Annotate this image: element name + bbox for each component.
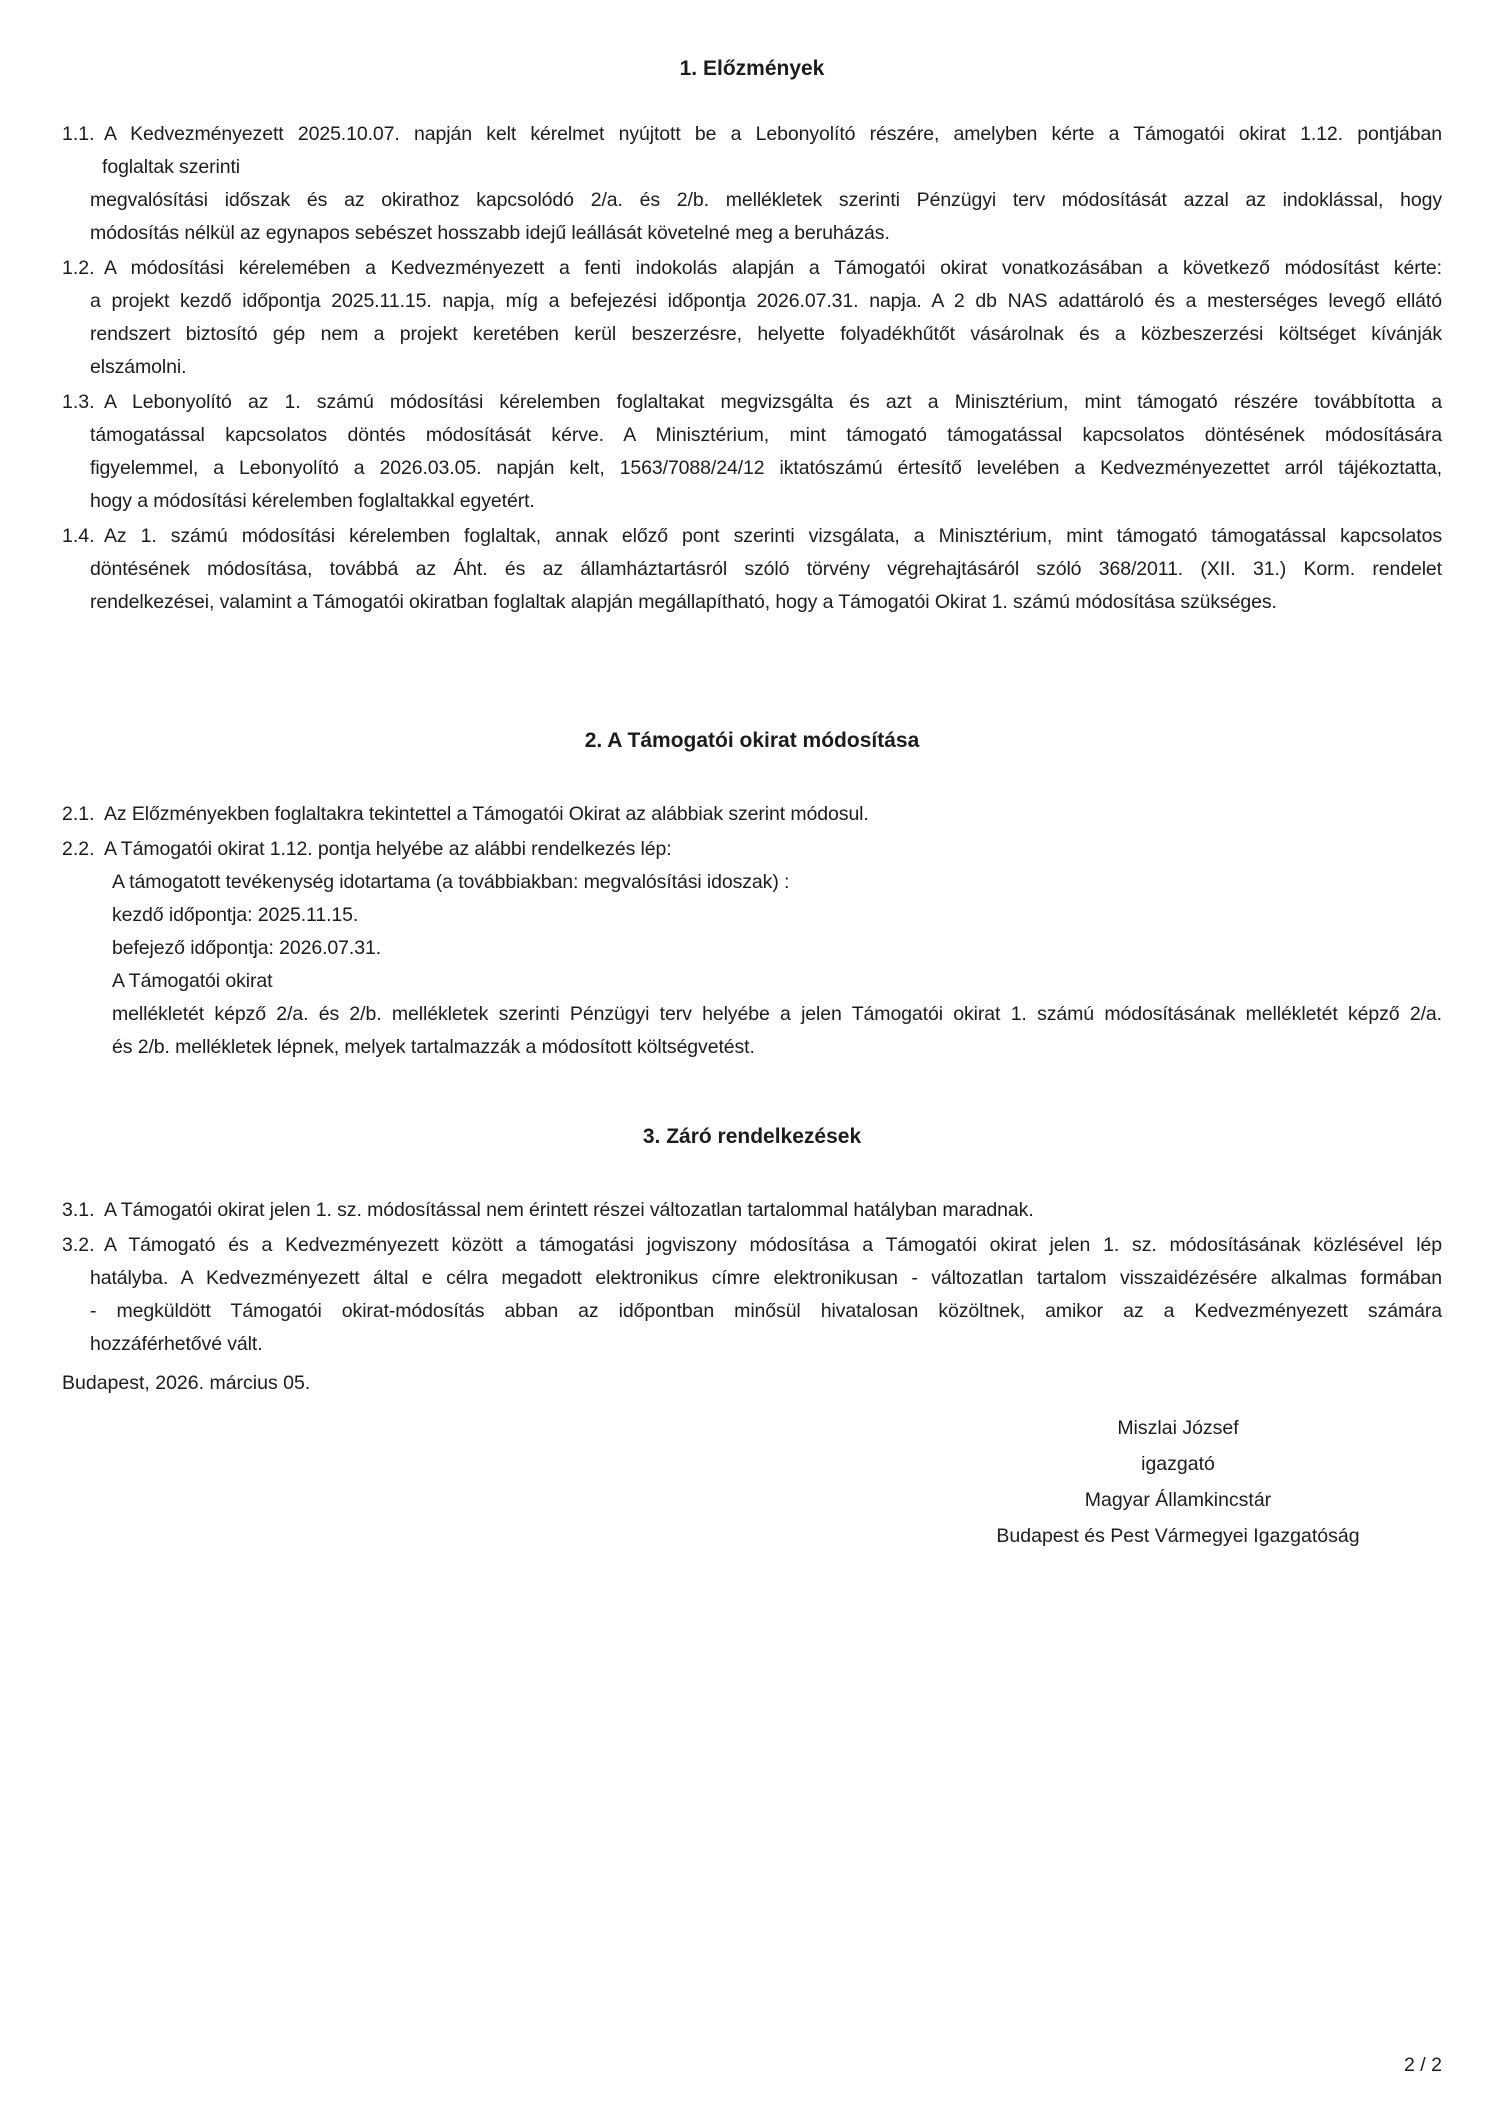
- paragraph-number: 1.3.: [62, 391, 95, 413]
- signature-line: Budapest és Pest Vármegyei Igazgatóság: [996, 1525, 1360, 1547]
- text-line: hozzáférhetővé vált.: [90, 1333, 263, 1355]
- paragraph-number: 3.1.: [62, 1199, 95, 1221]
- paragraph-number: 2.1.: [62, 803, 95, 825]
- section-heading: 3. Záró rendelkezések: [642, 1125, 862, 1148]
- text-line: elszámolni.: [90, 356, 187, 378]
- signature-line: Miszlai József: [1117, 1417, 1239, 1439]
- text-line: A támogatott tevékenység idotartama (a továbbiakban: megvalósítási idoszak) :: [112, 871, 790, 893]
- text-line: figyelemmel, a Lebonyolító a 2026.03.05. napján kelt, 1563/7088/24/12 iktatószámú értesítő levelében a Kedvezményezettet arról tájékoztatta,: [90, 457, 1442, 479]
- section-2: [62, 728, 1442, 1064]
- text-line: támogatással kapcsolatos döntés módosítását kérve. A Minisztérium, mint támogató támogatással kapcsolatos döntésének módosítására: [90, 424, 1442, 446]
- text-line: hatályba. A Kedvezményezett által e célra megadott elektronikus címre elektronikusan - változatlan tartalom visszaidézésére alkalmas formában: [90, 1267, 1442, 1289]
- section-heading: 1. Előzmények: [679, 57, 825, 80]
- section-3: [62, 1124, 1442, 1361]
- document-body: [62, 56, 1442, 1361]
- text-line: A módosítási kérelemében a Kedvezményezett a fenti indokolás alapján a Támogatói okirat vonatkozásában a következő módosítást kérte:: [104, 257, 1442, 279]
- text-line: mellékletét képző 2/a. és 2/b. mellékletek szerinti Pénzügyi terv helyébe a jelen Támogatói okirat 1. számú módosításának mellékletét képző 2/a.: [112, 1003, 1442, 1025]
- paragraph-1.3: [62, 386, 1442, 518]
- page-number: 2 / 2: [1404, 2054, 1442, 2076]
- text-line: - megküldött Támogatói okirat-módosítás abban az időpontban minősül hivatalosan közöltnek, amikor az a Kedvezményezett számára: [90, 1300, 1442, 1322]
- paragraph-2.2: [62, 833, 1442, 1064]
- document-content: [62, 56, 1442, 1554]
- text-line: A Támogató és a Kedvezményezett között a támogatási jogviszony módosítása a Támogatói okirat jelen 1. sz. módosításának közlésével lép: [104, 1234, 1442, 1256]
- section-heading: 2. A Támogatói okirat módosítása: [584, 729, 920, 752]
- paragraph-3.2: [62, 1229, 1442, 1361]
- paragraph-1.2: [62, 252, 1442, 384]
- text-line: döntésének módosítása, továbbá az Áht. és az államháztartásról szóló törvény végrehajtásáról szóló 368/2011. (XII. 31.) Korm. rendelet: [90, 558, 1442, 580]
- text-line: Az Előzményekben foglaltakra tekintettel a Támogatói Okirat az alábbiak szerint módosul.: [104, 803, 869, 825]
- text-line: rendszert biztosító gép nem a projekt keretében kerül beszerzésre, helyette folyadékhűtőt vásárolnak és a közbeszerzési költséget kívánják: [90, 323, 1442, 345]
- text-line: megvalósítási időszak és az okirathoz kapcsolódó 2/a. és 2/b. mellékletek szerinti Pénzügyi terv módosítását azzal az indoklással, hogy: [90, 189, 1442, 211]
- text-line: A Lebonyolító az 1. számú módosítási kérelemben foglaltakat megvizsgálta és azt a Minisztérium, mint támogató részére továbbította a: [104, 391, 1442, 413]
- date-line: Budapest, 2026. március 05.: [62, 1372, 311, 1394]
- paragraph-1.4: [62, 520, 1442, 619]
- text-line: kezdő időpontja: 2025.11.15.: [112, 904, 359, 926]
- paragraph-number: 2.2.: [62, 838, 95, 860]
- text-line: Az 1. számú módosítási kérelemben foglaltak, annak előző pont szerinti vizsgálata, a Minisztérium, mint támogató támogatással kapcsolatos: [104, 525, 1442, 547]
- text-line: hogy a módosítási kérelemben foglaltakkal egyetért.: [90, 490, 535, 512]
- paragraph-2.1: [62, 798, 1442, 831]
- paragraph-number: 1.4.: [62, 525, 95, 547]
- text-line: foglaltak szerinti: [102, 156, 241, 178]
- paragraph-1.1: [62, 118, 1442, 250]
- text-line: A Támogatói okirat jelen 1. sz. módosítással nem érintett részei változatlan tartalommal hatályban maradnak.: [104, 1199, 1034, 1221]
- text-line: a projekt kezdő időpontja 2025.11.15. napja, míg a befejezési időpontja 2026.07.31. napja. A 2 db NAS adattároló és a mesterséges levegő ellátó: [90, 290, 1442, 312]
- text-line: módosítás nélkül az egynapos sebészet hosszabb idejű leállását követelné meg a beruházás.: [90, 222, 890, 244]
- text-line: befejező időpontja: 2026.07.31.: [112, 937, 382, 959]
- signature-line: igazgató: [1141, 1453, 1215, 1475]
- paragraph-number: 3.2.: [62, 1234, 95, 1256]
- text-line: és 2/b. mellékletek lépnek, melyek tartalmazzák a módosított költségvetést.: [112, 1036, 755, 1058]
- signature-line: Magyar Államkincstár: [1084, 1489, 1272, 1511]
- text-line: A Támogatói okirat: [112, 970, 273, 992]
- paragraph-number: 1.1.: [62, 123, 95, 145]
- text-line: A Kedvezményezett 2025.10.07. napján kelt kérelmet nyújtott be a Lebonyolító részére, amelyben kérte a Támogatói okirat 1.12. pontjában: [104, 123, 1442, 145]
- text-line: rendelkezései, valamint a Támogatói okiratban foglaltak alapján megállapítható, hogy a Támogatói Okirat 1. számú módosítása szükséges.: [90, 591, 1277, 613]
- signature-block: [898, 1410, 1458, 1554]
- text-line: A Támogatói okirat 1.12. pontja helyébe az alábbi rendelkezés lép:: [104, 838, 672, 860]
- paragraph-number: 1.2.: [62, 257, 95, 279]
- section-1: [62, 56, 1442, 619]
- paragraph-3.1: [62, 1194, 1442, 1227]
